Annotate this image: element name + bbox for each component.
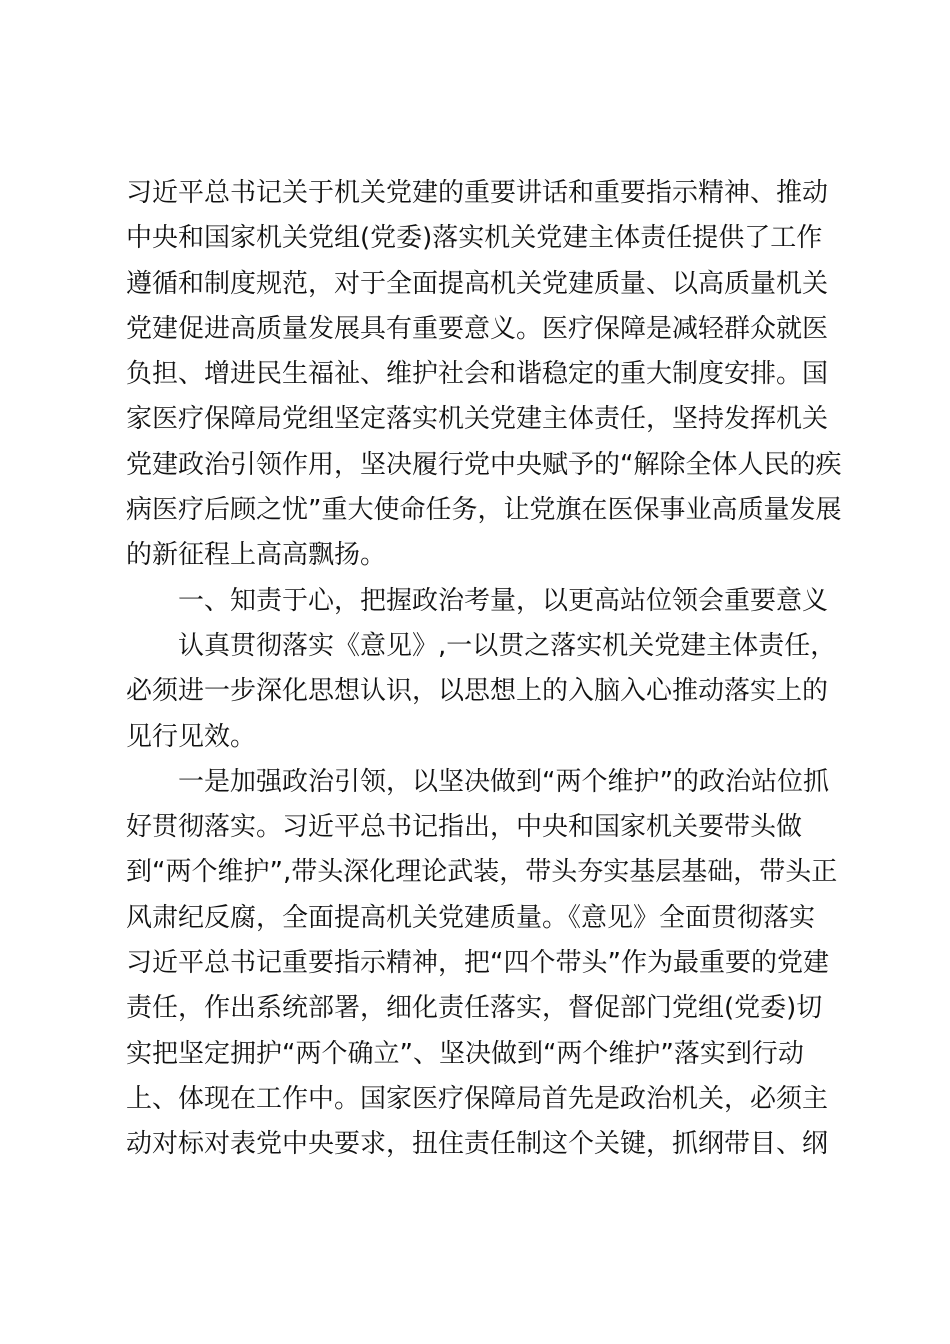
text-line: 家医疗保障局党组坚定落实机关党建主体责任，坚持发挥机关 — [126, 404, 829, 435]
text-line: 风肃纪反腐，全面提高机关党建质量。《意见》全面贯彻落实 — [126, 902, 816, 933]
text-line: 中央和国家机关党组(党委)落实机关党建主体责任提供了工作 — [126, 223, 823, 254]
text-line: 必须进一步深化思想认识，以思想上的入脑入心推动落实上的 — [126, 676, 829, 707]
text-line: 好贯彻落实。习近平总书记指出，中央和国家机关要带头做 — [126, 812, 803, 843]
text-line: 动对标对表党中央要求，扭住责任制这个关键，抓纲带目、纲 — [126, 1129, 829, 1160]
text-line: 一是加强政治引领，以坚决做到“两个维护”的政治站位抓 — [178, 766, 829, 797]
text-line: 到“两个维护”,带头深化理论武装，带头夯实基层基础，带头正 — [126, 857, 838, 888]
text-line: 习近平总书记关于机关党建的重要讲话和重要指示精神、推动 — [126, 178, 829, 208]
text-line: 一、知责于心，把握政治考量，以更高站位领会重要意义 — [178, 585, 829, 616]
text-line: 责任，作出系统部署，细化责任落实，督促部门党组(党委)切 — [126, 993, 823, 1024]
text-line: 认真贯彻落实《意见》,一以贯之落实机关党建主体责任， — [178, 630, 837, 661]
text-line: 党建促进高质量发展具有重要意义。医疗保障是减轻群众就医 — [126, 313, 829, 344]
document-body — [126, 171, 842, 1168]
text-line: 党建政治引领作用，坚决履行党中央赋予的“解除全体人民的疾 — [126, 449, 842, 480]
text-line: 病医疗后顾之忧”重大使命任务，让党旗在医保事业高质量发展 — [126, 495, 842, 526]
text-line: 遵循和制度规范，对于全面提高机关党建质量、以高质量机关 — [126, 268, 829, 299]
text-line: 见行见效。 — [126, 721, 257, 752]
text-line: 习近平总书记重要指示精神，把“四个带头”作为最重要的党建 — [126, 948, 829, 979]
text-line: 负担、增进民生福祉、维护社会和谐稳定的重大制度安排。国 — [126, 359, 829, 390]
text-line: 实把坚定拥护“两个确立”、坚决做到“两个维护”落实到行动 — [126, 1038, 804, 1069]
text-line: 上、体现在工作中。国家医疗保障局首先是政治机关，必须主 — [126, 1083, 829, 1114]
text-line: 的新征程上高高飘扬。 — [126, 540, 387, 571]
